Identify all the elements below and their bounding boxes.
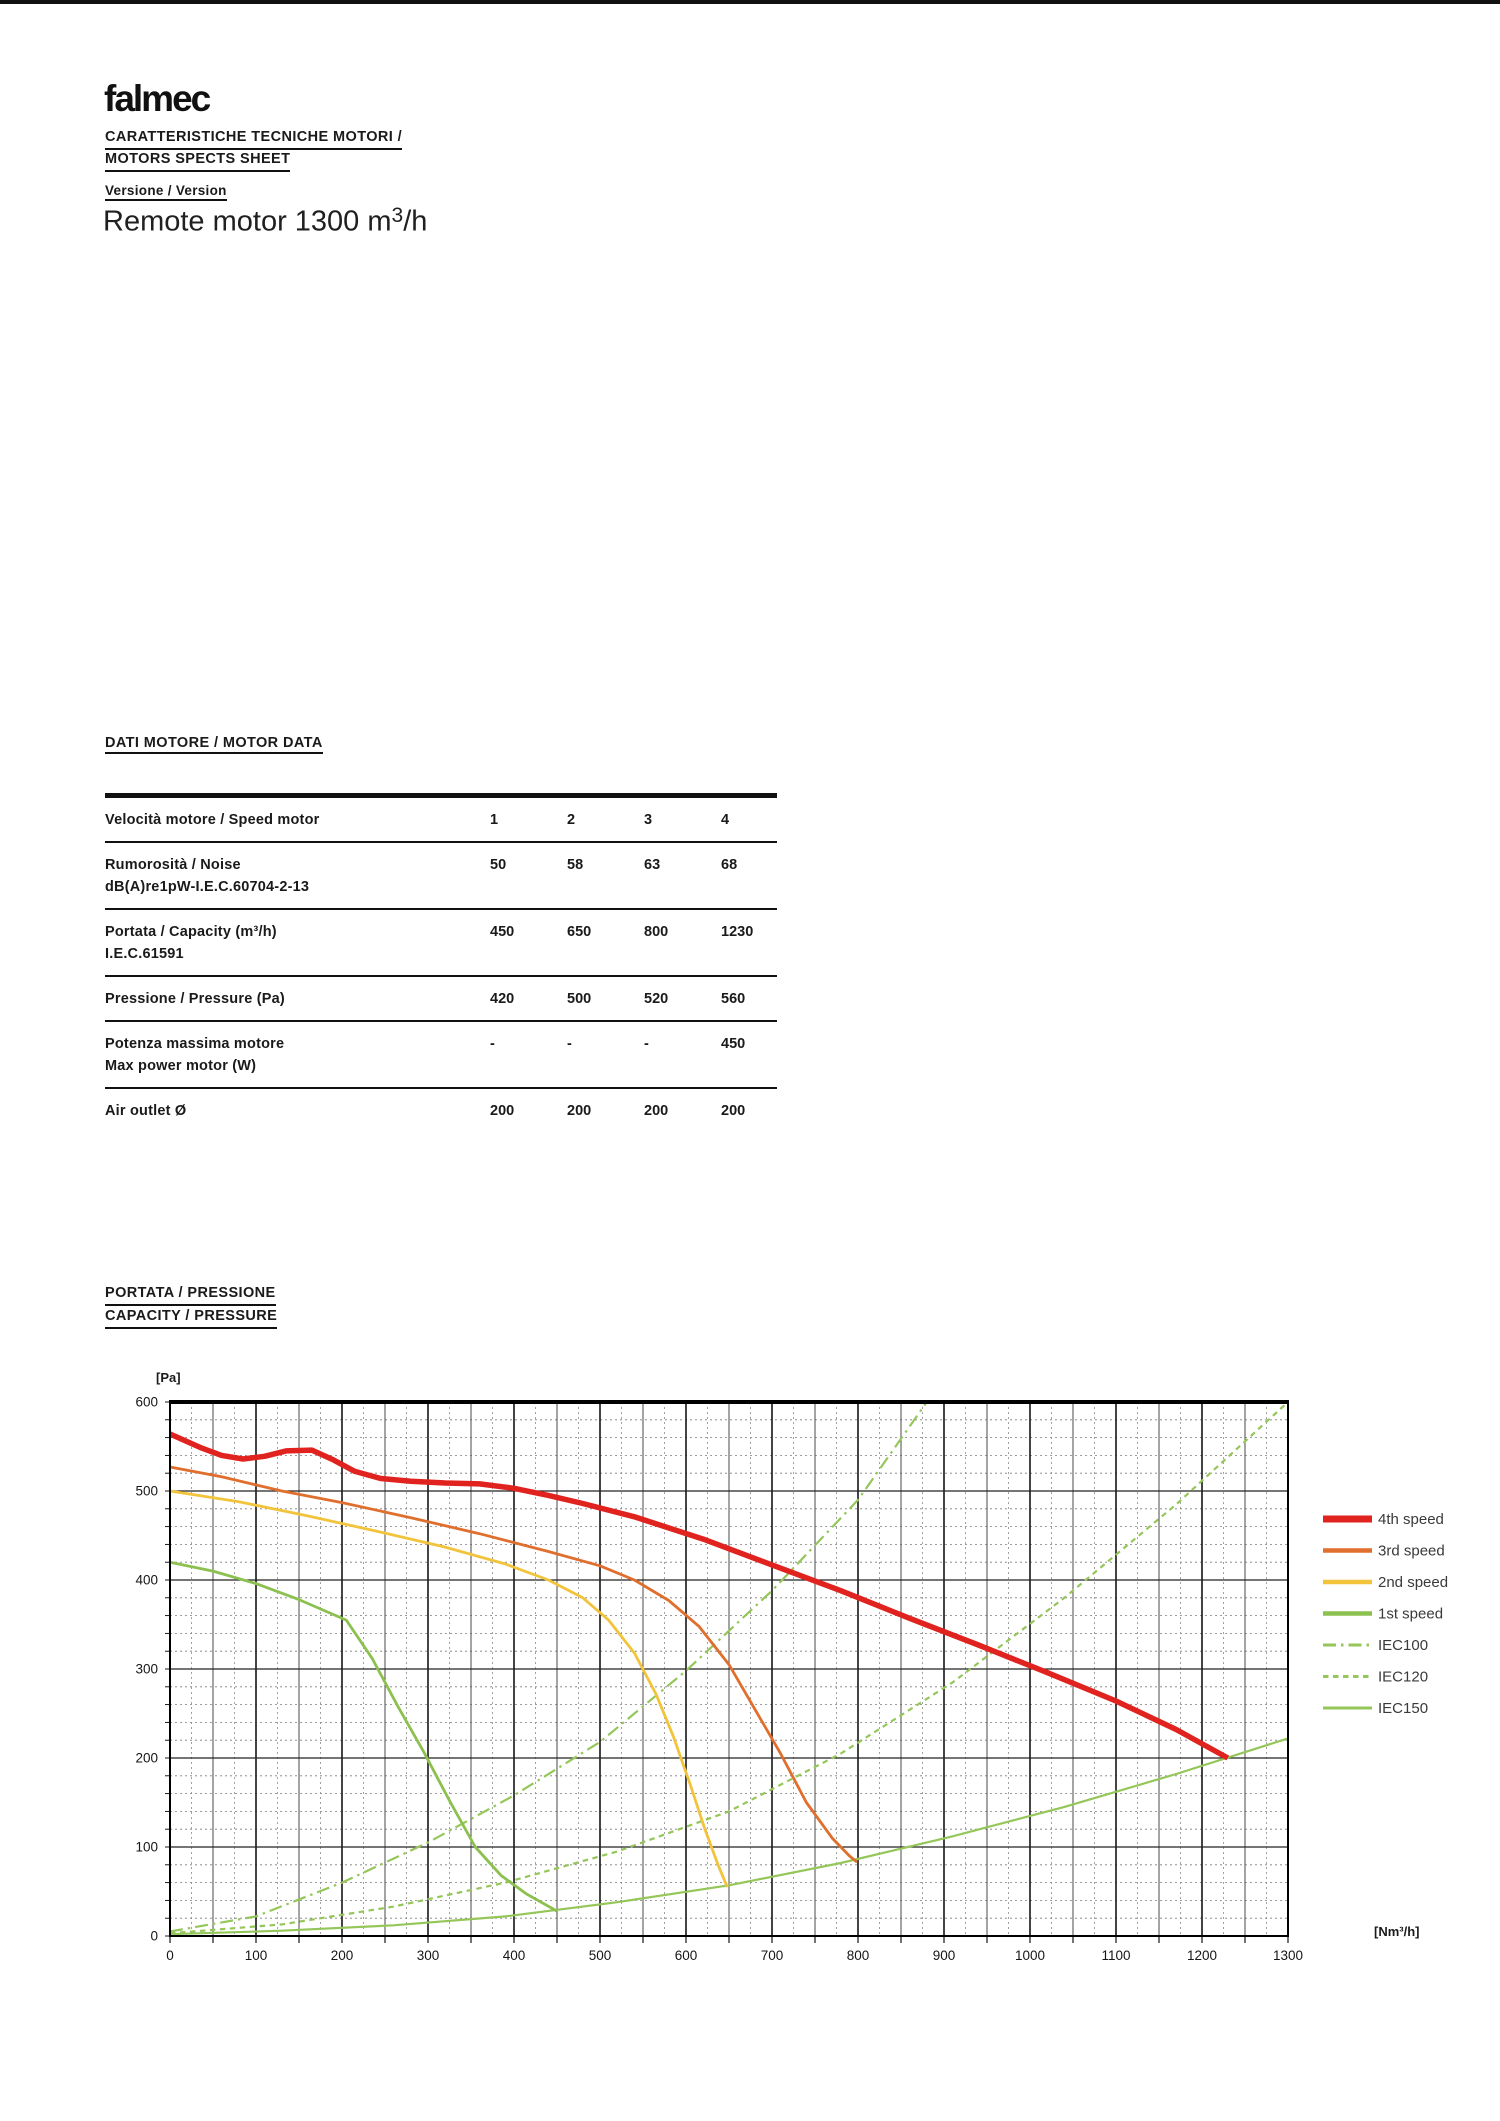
svg-text:1100: 1100	[1101, 1948, 1131, 1963]
table-row: Pressione / Pressure (Pa) 420 500 520 560	[105, 977, 777, 1022]
table-row: Air outlet Ø 200 200 200 200	[105, 1103, 746, 1119]
legend-item-iec150	[1323, 1700, 1428, 1717]
superscript-3: 3	[391, 204, 404, 227]
svg-text:IEC120: IEC120	[1378, 1668, 1429, 1686]
table-row: Portata / Capacity (m³/h) I.E.C.61591 450 650 800 1230	[105, 910, 777, 977]
sheet-heading-line1: CARATTERISTICHE TECNICHE MOTORI /	[105, 128, 402, 150]
svg-text:800: 800	[846, 1948, 870, 1963]
chart-heading-line1: PORTATA / PRESSIONE	[105, 1283, 276, 1306]
sheet-heading	[105, 128, 402, 172]
page-top-rule	[0, 0, 1500, 4]
falmec-logo: falmec	[104, 78, 210, 119]
svg-text:600: 600	[135, 1394, 158, 1410]
table-row: Velocità motore / Speed motor 1 2 3 4	[105, 798, 777, 843]
y-axis-unit-label: [Pa]	[156, 1370, 181, 1385]
svg-text:1st speed: 1st speed	[1378, 1605, 1444, 1623]
svg-text:1300: 1300	[1272, 1948, 1304, 1963]
page-title: Remote motor 1300 $m^3/h$	[103, 204, 428, 238]
svg-text:1000: 1000	[1014, 1948, 1046, 1963]
sheet-heading-line2: MOTORS SPECTS SHEET	[105, 150, 290, 172]
svg-text:500: 500	[588, 1948, 612, 1963]
series-4th-speed	[170, 1434, 1228, 1758]
capacity-pressure-chart	[0, 1330, 1500, 2050]
motor-data-heading: DATI MOTORE / MOTOR DATA	[105, 735, 323, 754]
svg-text:IEC150: IEC150	[1378, 1700, 1429, 1717]
legend-item-iec120	[1323, 1669, 1428, 1686]
legend-item-4th-speed	[1323, 1511, 1444, 1528]
svg-text:0: 0	[166, 1948, 174, 1963]
svg-text:3rd speed: 3rd speed	[1378, 1542, 1445, 1560]
legend-item-1st-speed	[1323, 1606, 1443, 1623]
svg-text:1200: 1200	[1186, 1948, 1218, 1963]
chart-legend	[1323, 1511, 1448, 1717]
svg-text:400: 400	[502, 1948, 526, 1963]
legend-item-3rd-speed	[1323, 1543, 1445, 1560]
grid-major	[170, 1402, 1288, 1936]
svg-text:500: 500	[135, 1483, 158, 1499]
chart-heading	[105, 1283, 277, 1329]
table-row: Potenza massima motore Max power motor (W) - - - 450	[105, 1022, 777, 1089]
motor-data-table	[105, 793, 777, 1132]
svg-text:400: 400	[135, 1572, 158, 1588]
svg-text:4th speed: 4th speed	[1378, 1511, 1444, 1528]
chart-svg	[0, 1330, 1500, 2050]
axis-ticks	[165, 1402, 1288, 1943]
svg-text:200: 200	[330, 1948, 354, 1963]
version-label: Versione / Version	[105, 183, 227, 201]
svg-text:300: 300	[135, 1661, 158, 1677]
chart-heading-line2: CAPACITY / PRESSURE	[105, 1306, 277, 1329]
svg-text:200: 200	[135, 1750, 158, 1766]
table-row: Rumorosità / Noise dB(A)re1pW-I.E.C.60704-2-13 50 58 63 68	[105, 843, 777, 910]
svg-text:600: 600	[674, 1948, 698, 1963]
svg-text:300: 300	[416, 1948, 440, 1963]
svg-text:100: 100	[244, 1948, 268, 1963]
svg-text:2nd speed: 2nd speed	[1378, 1574, 1449, 1591]
series-iec100	[170, 1402, 927, 1932]
legend-item-iec100	[1323, 1637, 1428, 1654]
svg-text:IEC100: IEC100	[1378, 1637, 1429, 1654]
series-2nd-speed	[170, 1491, 727, 1887]
x-axis-unit-label: [Nm³/h]	[1374, 1924, 1420, 1939]
svg-text:900: 900	[932, 1948, 956, 1963]
svg-text:700: 700	[760, 1948, 784, 1963]
svg-text:0: 0	[150, 1928, 158, 1944]
legend-item-2nd-speed	[1323, 1574, 1448, 1591]
svg-text:100: 100	[135, 1839, 158, 1855]
